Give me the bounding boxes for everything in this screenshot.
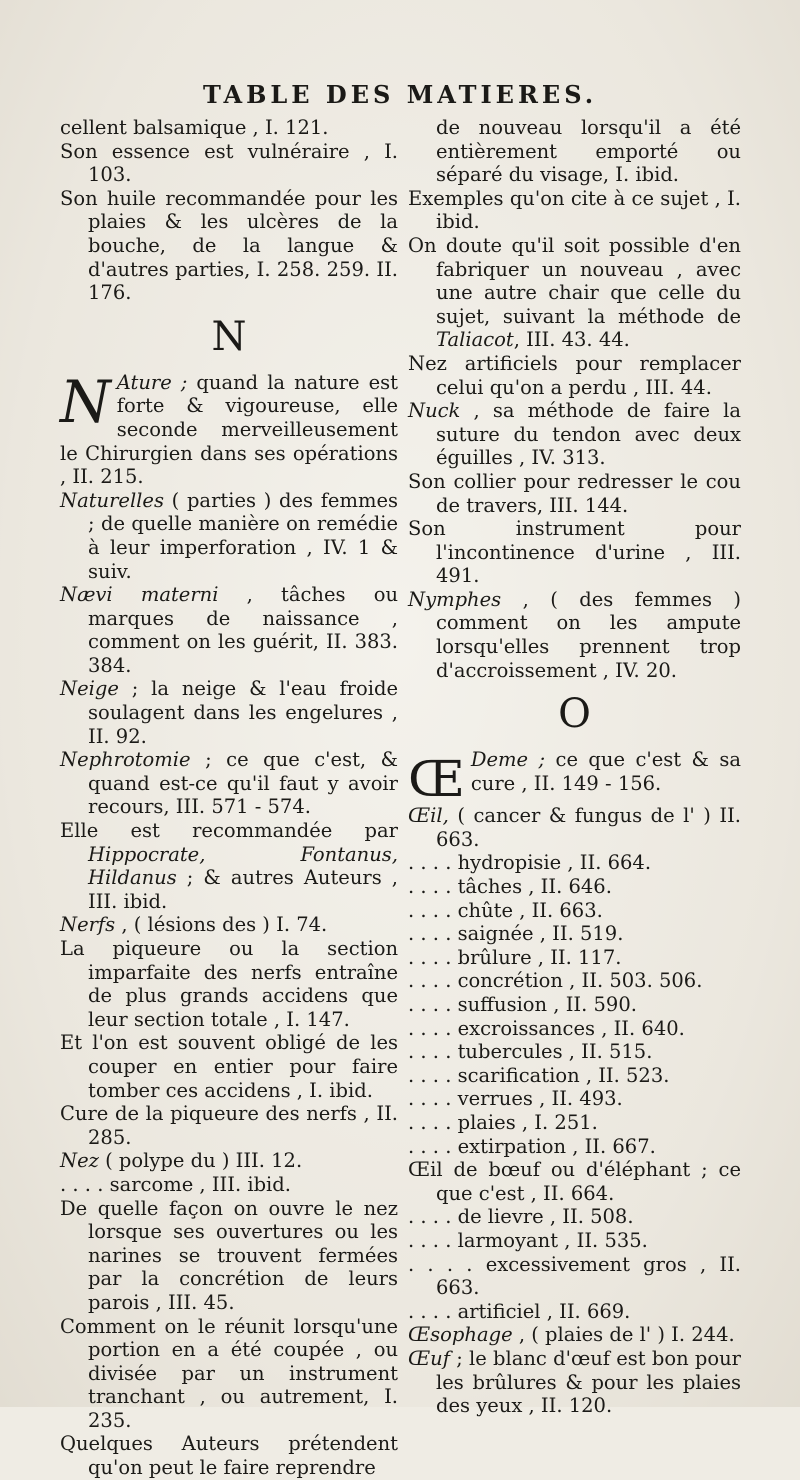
entry-text: , ( lésions des ) I. 74. [115, 913, 328, 937]
index-entry [408, 804, 741, 851]
entry-text: , ( plaies de l' ) I. 244. [512, 1323, 735, 1347]
index-entry: Et l'on est souvent obligé de les couper en entier pour faire tomber ces accidens , I. ibid. [60, 1031, 398, 1102]
index-entry [408, 399, 741, 470]
entry-term: Nez [60, 1149, 99, 1173]
index-entry: Nez artificiels pour remplacer celui qu'on a perdu , III. 44. [408, 351, 741, 399]
entry-text: ce que c'est & sa cure , II. 149 - 156. [470, 748, 741, 795]
index-subentry: . . . . concrétion , II. 503. 506. [408, 969, 703, 993]
entry-text: ; & autres Auteurs , III. ibid. [88, 866, 398, 913]
index-entry [60, 1149, 398, 1173]
entry-text: , III. 43. 44. [513, 328, 630, 352]
index-entry [60, 748, 398, 819]
index-subentry: . . . . suffusion , II. 590. [408, 993, 637, 1016]
index-subentry: . . . . brûlure , II. 117. [408, 945, 622, 969]
index-entry: Son essence est vulnéraire , I. 103. [60, 139, 398, 187]
index-entry [408, 588, 741, 682]
entry-text: quand la nature est forte & vigoureuse, elle seconde merveilleusement le Chirurgien dans ses opérations , II. 215. [60, 370, 398, 489]
index-entry: Exemples qu'on cite à ce sujet , I. ibid. [408, 186, 741, 234]
index-subentry: . . . . saignée , II. 519. [408, 922, 624, 946]
entry-term: Œuf [408, 1346, 450, 1370]
entry-text: ; la neige & l'eau froide soulagent dans les engelures , II. 92. [88, 677, 398, 748]
index-subentry: . . . . larmoyant , II. 535. [408, 1228, 648, 1252]
index-entry: . . . . sarcome , III. ibid. [60, 1172, 291, 1196]
index-entry: La piqueure ou la section imparfaite des nerfs entraîne de plus grands accidens que leur section totale , I. 147. [60, 937, 398, 1031]
page-title: TABLE DES MATIERES. [202, 80, 598, 109]
entry-term: Nephrotomie [60, 748, 191, 772]
section-letter-o: O [558, 691, 591, 738]
index-subentry: . . . . extirpation , II. 667. [408, 1134, 656, 1158]
index-entry: de nouveau lorsqu'il a été entièrement emporté ou séparé du visage, I. ibid. [436, 116, 741, 187]
index-entry: Œil de bœuf ou d'éléphant ; ce que c'est , II. 664. [408, 1158, 741, 1205]
index-subentry: . . . . scarification , II. 523. [408, 1063, 670, 1087]
entry-term: Naturelles [60, 488, 164, 512]
entry-text: Elle est recommandée par [60, 819, 398, 843]
index-entry [408, 1347, 741, 1418]
entry-term: Neige [60, 677, 119, 701]
drop-cap: Œ [408, 750, 465, 809]
index-subentry: . . . . de lievre , II. 508. [408, 1205, 634, 1229]
entry-term: Nævi materni [60, 583, 219, 607]
entry-text: ( cancer & fungus de l' ) II. 663. [436, 804, 741, 851]
entry-text: , tâches ou marques de naissance , comment on les guérit, II. 383. 384. [88, 583, 398, 677]
entry-text: ( parties ) des femmes ; de quelle manière on remédie à leur imperforation , IV. 1 & suiv. [88, 488, 398, 583]
drop-cap: N [60, 367, 111, 436]
index-subentry: . . . . plaies , I. 251. [408, 1110, 598, 1134]
index-subentry: . . . . tubercules , II. 515. [408, 1040, 653, 1064]
index-entry: Son instrument pour l'incontinence d'urine , III. 491. [408, 517, 741, 588]
index-subentry: . . . . excessivement gros , II. 663. [408, 1252, 741, 1300]
index-entry [60, 367, 398, 489]
entry-author: Taliacot [436, 328, 514, 352]
entry-term: Œsophage [408, 1323, 513, 1347]
entry-text: ( polype du ) III. 12. [98, 1149, 303, 1173]
index-subentry: . . . . tâches , II. 646. [408, 875, 612, 899]
index-entry [408, 234, 741, 352]
entry-authors: Hippocrate, Fontanus, Hildanus [88, 842, 398, 890]
index-entry: De quelle façon on ouvre le nez lorsque ses ouvertures ou les narines se trouvent fermées par la concrétion de leurs parois , III. 45. [60, 1196, 398, 1314]
index-entry [408, 1323, 741, 1347]
entry-text: ; le blanc d'œuf est bon pour les brûlures & pour les plaies des yeux , II. 120. [436, 1346, 741, 1418]
index-entry: Son collier pour redresser le cou de travers, III. 144. [408, 469, 741, 517]
index-entry: Son huile recommandée pour les plaies & les ulcères de la bouche, de la langue & d'autres parties, I. 258. 259. II. 176. [60, 186, 398, 305]
entry-term: Deme ; [470, 748, 546, 772]
index-entry: Quelques Auteurs prétendent qu'on peut le faire reprendre [60, 1432, 398, 1480]
index-entry [60, 913, 398, 937]
entry-text: , ( des femmes ) comment on les ampute lorsqu'elles prennent trop d'accroissement , IV. 20. [436, 587, 741, 682]
index-subentry: . . . . hydropisie , II. 664. [408, 851, 652, 875]
index-entry [60, 489, 398, 583]
index-subentry: . . . . artificiel , II. 669. [408, 1299, 631, 1323]
index-entry: Cure de la piqueure des nerfs , II. 285. [60, 1102, 398, 1149]
index-entry [408, 748, 741, 809]
entry-text: On doute qu'il soit possible d'en fabriquer un nouveau , avec une autre chair que celle du sujet, suivant la méthode de [408, 233, 741, 328]
index-entry: cellent balsamique , I. 121. [60, 116, 329, 139]
entry-term: Œil, [408, 804, 449, 828]
index-subentry: . . . . verrues , II. 493. [408, 1087, 623, 1111]
left-column [60, 116, 398, 1480]
index-entry: Comment on le réunit lorsqu'une portion en a été coupée , ou divisée par un instrument tranchant , ou autrement, I. 235. [60, 1314, 398, 1432]
index-subentry: . . . . chûte , II. 663. [408, 898, 603, 922]
entry-term: Ature ; [116, 370, 188, 394]
entry-text: , sa méthode de faire la suture du tendon avec deux éguilles , IV. 313. [436, 399, 741, 470]
index-entry [60, 677, 398, 748]
index-entry [60, 819, 398, 913]
entry-term: Nerfs [60, 913, 116, 937]
index-entry [60, 583, 398, 677]
right-column [408, 116, 741, 1418]
index-subentry: . . . . excroissances , II. 640. [408, 1016, 685, 1040]
entry-term: Nuck [408, 399, 461, 423]
section-letter-n: N [211, 313, 247, 360]
entry-text: ; ce que c'est, & quand est-ce qu'il faut y avoir recours, III. 571 - 574. [88, 748, 398, 819]
entry-term: Nymphes [408, 587, 502, 611]
